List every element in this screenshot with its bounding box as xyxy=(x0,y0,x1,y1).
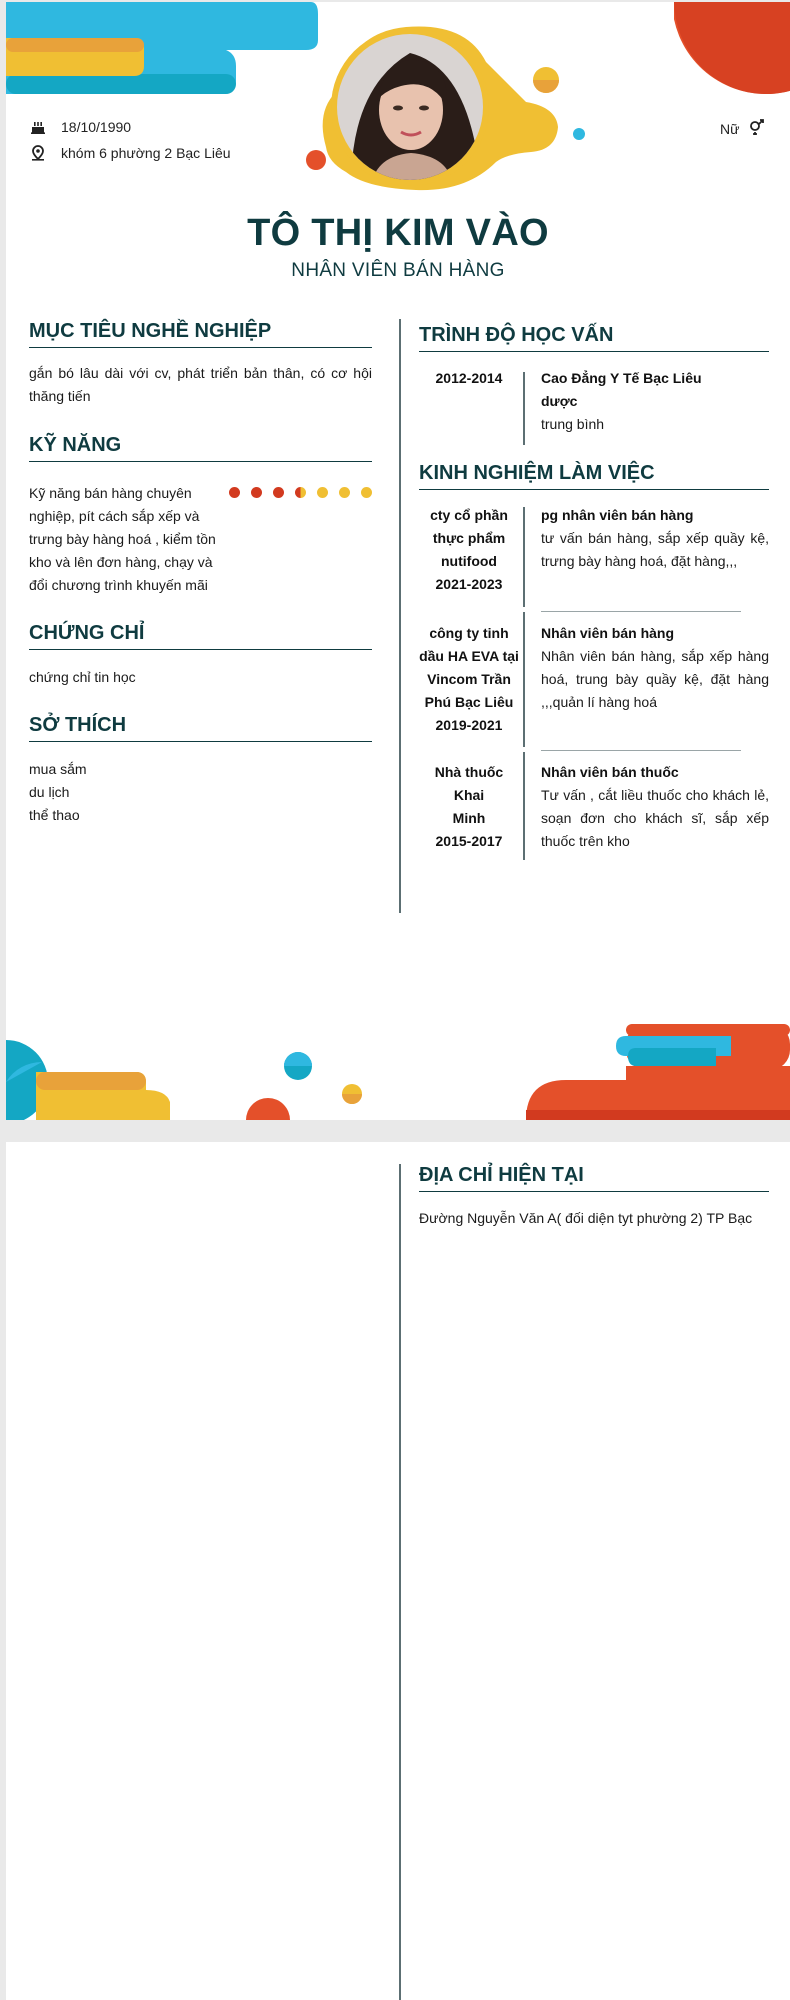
experience-description: Nhân viên bán hàng, sắp xếp hàng hoá, trung bày quầy kệ, đặt hàng ,,,quản lí hàng hoá xyxy=(541,648,769,710)
experience-period: 2019-2021 xyxy=(435,717,503,733)
top-left-cloud-decoration xyxy=(6,2,326,98)
gender-text: Nữ xyxy=(720,120,740,137)
address-row xyxy=(31,145,231,161)
company-line: cty cổ phần xyxy=(430,507,508,523)
company-line: nutifood xyxy=(441,553,497,569)
birthdate-text: 18/10/1990 xyxy=(61,119,132,135)
experience-separator xyxy=(541,750,741,751)
timeline-line xyxy=(523,612,525,747)
experience-company xyxy=(419,622,519,737)
timeline-line xyxy=(523,752,525,860)
experience-company xyxy=(419,761,519,853)
rating-dot-empty xyxy=(339,487,350,498)
experience-position: pg nhân viên bán hàng xyxy=(541,507,694,523)
timeline-line xyxy=(523,507,525,607)
education-major: dược xyxy=(541,393,578,409)
education-grade: trung bình xyxy=(541,416,605,432)
experience-company xyxy=(419,504,519,596)
experience-detail xyxy=(541,622,769,714)
avatar xyxy=(331,28,489,186)
certificates-text: chứng chỉ tin học xyxy=(29,669,136,685)
rating-dot-empty xyxy=(317,487,328,498)
experience-description: tư vấn bán hàng, sắp xếp quầy kệ, trưng bày hàng hoá, đặt hàng,,, xyxy=(541,530,769,569)
skill-text: Kỹ năng bán hàng chuyên nghiệp, pít cách sắp xếp và trưng bày hàng hoá , kiểm tồn kho và lên đơn hàng, chạy và đổi chương trình khuyến mãi xyxy=(29,485,216,593)
experience-description: Tư vấn , cắt liều thuốc cho khách lẻ, soạn đơn cho khách sĩ, sắp xếp thuốc trên kho xyxy=(541,787,769,849)
column-divider xyxy=(399,1164,401,2000)
skill-rating xyxy=(226,487,376,501)
experience-title: KINH NGHIỆM LÀM VIỆC xyxy=(419,462,769,490)
education-school: Cao Đẳng Y Tế Bạc Liêu xyxy=(541,370,702,386)
resume-page-1 xyxy=(6,2,790,1120)
hobby-item: mua sắm xyxy=(29,761,87,777)
company-line: công ty tinh xyxy=(429,625,509,641)
objective-title: MỤC TIÊU NGHỀ NGHIỆP xyxy=(29,320,372,348)
hobby-item: du lịch xyxy=(29,784,70,800)
certificates-title: CHỨNG CHỈ xyxy=(29,622,372,650)
hobbies-title: SỞ THÍCH xyxy=(29,714,372,742)
address-text: khóm 6 phường 2 Bạc Liêu xyxy=(61,145,231,161)
rating-dot-empty xyxy=(361,487,372,498)
top-right-circle-decoration xyxy=(674,2,790,94)
gender-row xyxy=(720,119,765,138)
experience-position: Nhân viên bán hàng xyxy=(541,625,675,641)
candidate-name: TÔ THỊ KIM VÀO xyxy=(247,212,549,254)
experience-detail xyxy=(541,504,769,573)
location-pin-icon xyxy=(31,145,61,161)
experience-position: Nhân viên bán thuốc xyxy=(541,764,679,780)
hobby-item: thể thao xyxy=(29,807,80,823)
company-line: dầu HA EVA tại xyxy=(419,648,519,664)
current-address-title: ĐỊA CHỈ HIỆN TẠI xyxy=(419,1164,769,1192)
company-line: Vincom Trần xyxy=(427,671,511,687)
skills-title: KỸ NĂNG xyxy=(29,434,372,462)
company-line: Phú Bạc Liêu xyxy=(424,694,514,710)
objective-text: gắn bó lâu dài với cv, phát triển bản thân, có cơ hội thăng tiến xyxy=(29,365,372,404)
experience-detail xyxy=(541,761,769,853)
company-line: thực phẩm xyxy=(432,530,506,546)
timeline-line xyxy=(523,372,525,445)
bottom-right-cloud-decoration xyxy=(516,1018,790,1120)
education-detail xyxy=(541,367,769,436)
education-title: TRÌNH ĐỘ HỌC VẤN xyxy=(419,324,769,352)
bottom-dots-decoration xyxy=(236,1082,386,1120)
experience-period: 2015-2017 xyxy=(435,833,503,849)
resume-page-2 xyxy=(6,1142,790,2000)
gender-icon xyxy=(749,119,765,138)
column-divider xyxy=(399,319,401,913)
education-period: 2012-2014 xyxy=(435,370,503,386)
company-line: Minh xyxy=(452,810,486,826)
candidate-role: NHÂN VIÊN BÁN HÀNG xyxy=(291,260,505,281)
rating-dot-filled xyxy=(251,487,262,498)
current-address-text: Đường Nguyễn Văn A( đối diện tyt phường 2) TP Bạc xyxy=(419,1210,753,1226)
experience-separator xyxy=(541,611,741,612)
rating-dot-filled xyxy=(229,487,240,498)
experience-period: 2021-2023 xyxy=(435,576,503,592)
rating-dot-half xyxy=(295,487,306,498)
birthday-cake-icon xyxy=(31,120,61,134)
company-line: Nhà thuốc Khai xyxy=(434,764,504,803)
birthdate-row xyxy=(31,119,131,135)
rating-dot-filled xyxy=(273,487,284,498)
